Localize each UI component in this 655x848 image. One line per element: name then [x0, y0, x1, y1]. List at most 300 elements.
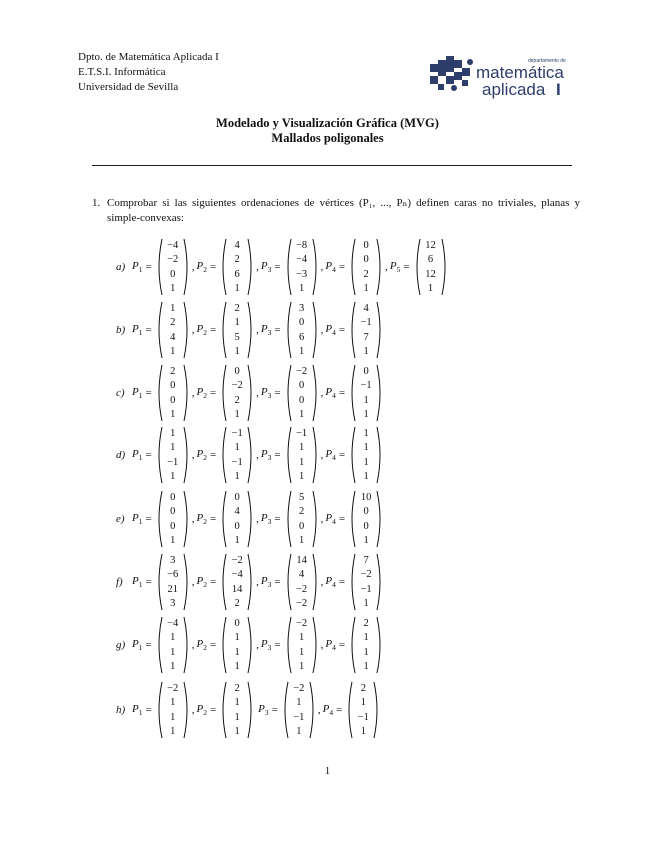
separator: ,: [385, 261, 388, 273]
vector-entry: 1: [298, 535, 305, 547]
point-index: 3: [267, 453, 272, 463]
vector-entry: 1: [298, 456, 305, 468]
equals-sign: =: [338, 387, 346, 399]
vector-entry: −1: [293, 711, 305, 723]
point-index: 2: [203, 328, 207, 338]
column-vector: [348, 364, 384, 422]
equals-sign: =: [338, 639, 346, 651]
separator: ,: [191, 261, 195, 273]
vector-entry: 1: [363, 535, 369, 547]
vector-entry: 0: [170, 394, 176, 406]
item-label: c): [116, 387, 125, 399]
item-label: g): [116, 639, 126, 651]
vector-entry: 0: [170, 268, 176, 280]
separator: ,: [191, 513, 195, 525]
separator: ,: [256, 576, 259, 588]
point-index: 3: [267, 328, 272, 338]
vector-entry: −2: [167, 254, 179, 266]
vector-entry: 1: [363, 427, 369, 439]
vector-entry: 5: [298, 491, 305, 503]
logo-small-text: departamento de: [528, 58, 566, 64]
vector-entry: 0: [170, 380, 176, 392]
point-letter: P: [260, 637, 268, 650]
point-vector: [325, 553, 387, 611]
column-vector: [348, 553, 384, 611]
column-vector: [348, 426, 384, 484]
point-index: 3: [267, 391, 272, 401]
equals-sign: =: [145, 261, 152, 273]
point-index: 3: [267, 265, 272, 275]
point-vector: [132, 238, 196, 296]
vector-entry: 0: [234, 617, 240, 629]
vector-entry: −4: [167, 239, 179, 251]
vector-entry: −4: [167, 617, 179, 629]
separator: ,: [256, 639, 259, 651]
vector-entry: 1: [234, 697, 240, 709]
equals-sign: =: [145, 576, 152, 588]
equals-sign: =: [338, 576, 346, 588]
point-name: [325, 260, 335, 274]
column-vector: [284, 238, 320, 296]
column-vector: [155, 616, 191, 674]
problem-text: Comprobar si las siguientes ordenaciones de vértices (P₁, ..., Pₙ) definen caras no triviales, planas y simple-convexas:: [107, 197, 580, 224]
column-vector: [155, 426, 191, 484]
point-vector: [132, 364, 196, 422]
item-label: d): [116, 449, 126, 461]
vector-entry: 1: [363, 409, 369, 421]
vector-entry: 5: [234, 331, 240, 343]
point-name: [132, 512, 142, 526]
separator: ,: [320, 261, 324, 273]
separator: ,: [191, 639, 195, 651]
point-vector: [261, 238, 325, 296]
vector-entry: 4: [234, 506, 240, 518]
point-index: 5: [396, 265, 401, 275]
point-vector: [261, 364, 325, 422]
point-name: [325, 386, 335, 400]
vector-entry: 0: [234, 491, 240, 503]
separator: ,: [317, 704, 321, 716]
column-vector: [155, 681, 191, 739]
vector-entry: 1: [234, 711, 240, 723]
point-index: 1: [138, 643, 143, 653]
point-index: 2: [203, 643, 207, 653]
separator: ,: [256, 387, 259, 399]
column-vector: [219, 426, 255, 484]
column-vector: [284, 490, 320, 548]
vector-entry: 1: [363, 661, 369, 673]
equals-sign: =: [145, 387, 152, 399]
point-index: 1: [138, 580, 143, 590]
vector-entry: 1: [170, 661, 176, 673]
column-vector: [281, 681, 317, 739]
point-letter: P: [196, 322, 204, 335]
point-letter: P: [325, 574, 333, 587]
equals-sign: =: [274, 639, 281, 651]
equals-sign: =: [274, 261, 281, 273]
equals-sign: =: [403, 261, 410, 273]
point-name: [132, 703, 142, 717]
separator: ,: [191, 324, 195, 336]
point-index: 2: [203, 453, 207, 463]
logo-line1: matemática: [476, 63, 564, 82]
vector-entry: 6: [298, 331, 305, 343]
vector-entry: 1: [170, 711, 176, 723]
point-name: [132, 323, 142, 337]
point-letter: P: [260, 385, 268, 398]
column-vector: [219, 238, 255, 296]
vector-entry: 14: [296, 554, 307, 566]
item-label: e): [116, 513, 125, 525]
point-index: 2: [203, 265, 207, 275]
point-letter: P: [132, 574, 139, 587]
point-letter: P: [260, 259, 268, 272]
vector-entry: 1: [170, 442, 176, 454]
vector-entry: 2: [360, 682, 366, 694]
vector-entry: −2: [296, 617, 308, 629]
separator: ,: [320, 449, 324, 461]
column-vector: [155, 553, 191, 611]
point-letter: P: [322, 702, 330, 715]
point-name: [196, 575, 206, 589]
point-name: [132, 638, 142, 652]
vector-entry: −1: [360, 380, 372, 392]
vector-entry: 0: [170, 520, 176, 532]
vector-entry: 1: [234, 442, 240, 454]
vector-entry: 1: [360, 697, 366, 709]
point-index: 4: [332, 580, 336, 590]
point-letter: P: [196, 574, 204, 587]
equals-sign: =: [271, 704, 278, 716]
dept-line: E.T.S.I. Informática: [78, 66, 166, 78]
equals-sign: =: [209, 513, 217, 525]
vector-entry: −1: [360, 583, 372, 595]
equals-sign: =: [209, 261, 217, 273]
point-vector: [132, 616, 196, 674]
point-letter: P: [196, 259, 204, 272]
vector-entry: 0: [298, 380, 305, 392]
point-name: [261, 638, 271, 652]
vector-entry: 1: [298, 471, 305, 483]
point-letter: P: [196, 385, 204, 398]
point-index: 1: [138, 708, 143, 718]
vector-entry: 12: [425, 268, 436, 280]
vector-entry: 1: [427, 283, 434, 295]
vector-entry: 1: [234, 471, 240, 483]
vector-entry: 1: [234, 726, 240, 738]
point-name: [325, 575, 335, 589]
point-index: 3: [267, 643, 272, 653]
vector-entry: 1: [170, 535, 176, 547]
point-index: 3: [267, 517, 272, 527]
point-name: [261, 512, 271, 526]
vector-entry: 1: [234, 535, 240, 547]
vector-entry: 1: [363, 456, 369, 468]
vector-entry: 1: [298, 409, 305, 421]
separator: ,: [191, 449, 195, 461]
vector-entry: 1: [363, 394, 369, 406]
point-letter: P: [132, 511, 139, 524]
point-letter: P: [132, 259, 139, 272]
equals-sign: =: [274, 513, 281, 525]
equals-sign: =: [145, 639, 152, 651]
vector-entry: 1: [298, 632, 305, 644]
column-vector: [284, 553, 320, 611]
point-letter: P: [258, 702, 265, 715]
vector-entry: 6: [234, 268, 240, 280]
point-vector: [196, 553, 260, 611]
vector-entry: 0: [298, 317, 305, 329]
vector-entry: 2: [298, 506, 305, 518]
point-letter: P: [132, 637, 139, 650]
column-vector: [219, 301, 255, 359]
document-title: Modelado y Visualización Gráfica (MVG): [216, 116, 439, 130]
column-vector: [155, 490, 191, 548]
item-label: a): [116, 261, 126, 273]
logo-mark: I: [556, 80, 561, 99]
point-vector: [196, 301, 260, 359]
point-name: [261, 260, 271, 274]
vector-entry: 0: [363, 365, 369, 377]
problem-number: 1.: [92, 197, 101, 209]
point-name: [261, 386, 271, 400]
vector-entry: 2: [363, 617, 369, 629]
equals-sign: =: [145, 324, 152, 336]
vector-entry: 1: [170, 646, 176, 658]
vector-entry: 1: [363, 598, 369, 610]
point-name: [196, 512, 206, 526]
point-index: 1: [138, 453, 143, 463]
column-vector: [155, 238, 191, 296]
point-index: 1: [138, 391, 143, 401]
puzzle-logo-icon: [428, 54, 578, 100]
vector-entry: 1: [170, 427, 176, 439]
vector-entry: −2: [360, 569, 372, 581]
vector-entry: −1: [167, 456, 179, 468]
vector-entry: 1: [234, 661, 240, 673]
vector-entry: 1: [234, 346, 240, 358]
equals-sign: =: [338, 324, 346, 336]
vector-entry: 0: [234, 520, 240, 532]
point-name: [261, 323, 271, 337]
vector-entry: 7: [363, 331, 369, 343]
point-letter: P: [325, 385, 333, 398]
vector-entry: 3: [170, 554, 176, 566]
vector-entry: −3: [296, 268, 308, 280]
exercise-item: [116, 489, 387, 549]
equals-sign: =: [209, 387, 217, 399]
vector-entry: 1: [298, 442, 305, 454]
point-letter: P: [132, 702, 139, 715]
column-vector: [219, 490, 255, 548]
separator: ,: [256, 513, 259, 525]
vector-entry: 1: [234, 317, 240, 329]
column-vector: [348, 238, 384, 296]
vector-entry: 2: [234, 682, 240, 694]
department-header: [78, 50, 219, 95]
vector-entry: 14: [231, 583, 243, 595]
vector-entry: −6: [167, 569, 179, 581]
point-letter: P: [196, 447, 204, 460]
vector-entry: 1: [296, 726, 302, 738]
vector-entry: 1: [234, 646, 240, 658]
vector-entry: 1: [363, 346, 369, 358]
document-title-block: [0, 116, 655, 146]
point-letter: P: [389, 259, 397, 272]
equals-sign: =: [274, 576, 281, 588]
vector-entry: 12: [425, 239, 436, 251]
column-vector: [413, 238, 449, 296]
point-letter: P: [325, 259, 333, 272]
document-subtitle: Mallados poligonales: [271, 131, 384, 145]
point-index: 2: [203, 580, 207, 590]
vector-entry: −1: [231, 427, 243, 439]
point-name: [390, 260, 400, 274]
vector-entry: −2: [293, 682, 305, 694]
point-name: [325, 323, 335, 337]
point-index: 3: [267, 580, 272, 590]
separator: ,: [320, 387, 324, 399]
vector-entry: 1: [234, 632, 240, 644]
point-name: [132, 386, 142, 400]
exercise-item: [116, 237, 452, 297]
equals-sign: =: [338, 261, 346, 273]
vector-entry: −2: [231, 554, 243, 566]
dept-line: Dpto. de Matemática Aplicada I: [78, 51, 219, 63]
department-logo: [428, 54, 578, 100]
vector-entry: −1: [231, 456, 243, 468]
vector-entry: 1: [363, 442, 369, 454]
separator: ,: [320, 513, 324, 525]
vector-entry: 2: [170, 317, 176, 329]
point-name: [261, 448, 271, 462]
point-vector: [196, 426, 260, 484]
column-vector: [345, 681, 381, 739]
point-vector: [261, 490, 325, 548]
vector-entry: 1: [363, 283, 369, 295]
equals-sign: =: [274, 449, 281, 461]
equals-sign: =: [338, 449, 346, 461]
vector-entry: 2: [234, 598, 240, 610]
point-vector: [196, 238, 260, 296]
column-vector: [155, 301, 191, 359]
vector-entry: −2: [296, 583, 308, 595]
vector-entry: 1: [170, 302, 176, 314]
exercise-item: [116, 425, 387, 485]
vector-entry: −4: [231, 569, 243, 581]
vector-entry: 0: [298, 394, 305, 406]
point-vector: [196, 364, 260, 422]
column-vector: [348, 616, 384, 674]
point-vector: [132, 490, 196, 548]
vector-entry: 21: [167, 583, 178, 595]
separator: ,: [320, 576, 324, 588]
horizontal-rule: [92, 165, 572, 166]
separator: ,: [191, 704, 195, 716]
vector-entry: 4: [298, 569, 305, 581]
vector-entry: 1: [363, 646, 369, 658]
point-name: [325, 448, 335, 462]
vector-entry: 1: [170, 632, 176, 644]
vector-entry: 1: [170, 471, 176, 483]
column-vector: [219, 553, 255, 611]
point-vector: [132, 553, 196, 611]
vector-entry: 1: [298, 661, 305, 673]
point-index: 4: [332, 328, 336, 338]
column-vector: [155, 364, 191, 422]
point-name: [261, 575, 271, 589]
equals-sign: =: [274, 324, 281, 336]
point-letter: P: [260, 447, 268, 460]
equals-sign: =: [209, 576, 217, 588]
equals-sign: =: [336, 704, 343, 716]
equals-sign: =: [209, 324, 217, 336]
point-name: [323, 703, 333, 717]
point-name: [132, 448, 142, 462]
exercise-item: [116, 363, 387, 423]
vector-entry: 1: [234, 409, 240, 421]
point-vector: [325, 426, 387, 484]
point-letter: P: [260, 574, 268, 587]
equals-sign: =: [209, 704, 217, 716]
vector-entry: −2: [167, 682, 179, 694]
vector-entry: 1: [363, 632, 369, 644]
page-number: 1: [324, 765, 331, 777]
separator: ,: [256, 261, 259, 273]
column-vector: [284, 426, 320, 484]
point-letter: P: [325, 322, 333, 335]
vector-entry: 1: [170, 283, 176, 295]
separator: ,: [256, 449, 259, 461]
point-letter: P: [132, 385, 139, 398]
item-label: b): [116, 324, 126, 336]
vector-entry: 1: [296, 697, 302, 709]
point-vector: [196, 490, 260, 548]
exercise-item: [116, 552, 387, 612]
vector-entry: 0: [363, 254, 369, 266]
point-index: 1: [138, 328, 143, 338]
exercise-item: [116, 680, 384, 740]
point-vector: [258, 681, 322, 739]
point-letter: P: [325, 637, 333, 650]
point-index: 1: [138, 517, 143, 527]
vector-entry: 0: [298, 520, 305, 532]
equals-sign: =: [338, 513, 346, 525]
vector-entry: −1: [360, 317, 372, 329]
vector-entry: 1: [363, 471, 369, 483]
column-vector: [348, 490, 384, 548]
vector-entry: 0: [170, 491, 176, 503]
point-vector: [196, 616, 260, 674]
column-vector: [348, 301, 384, 359]
equals-sign: =: [209, 639, 217, 651]
point-index: 4: [332, 643, 336, 653]
point-index: 4: [332, 517, 336, 527]
point-name: [132, 260, 142, 274]
column-vector: [219, 681, 255, 739]
point-name: [258, 703, 268, 717]
vector-entry: 2: [234, 394, 240, 406]
separator: ,: [191, 387, 195, 399]
point-vector: [325, 616, 387, 674]
point-letter: P: [325, 447, 333, 460]
point-vector: [196, 681, 258, 739]
point-letter: P: [260, 322, 268, 335]
vector-entry: 1: [170, 409, 176, 421]
separator: ,: [191, 576, 195, 588]
vector-entry: 0: [363, 506, 369, 518]
point-name: [196, 386, 206, 400]
